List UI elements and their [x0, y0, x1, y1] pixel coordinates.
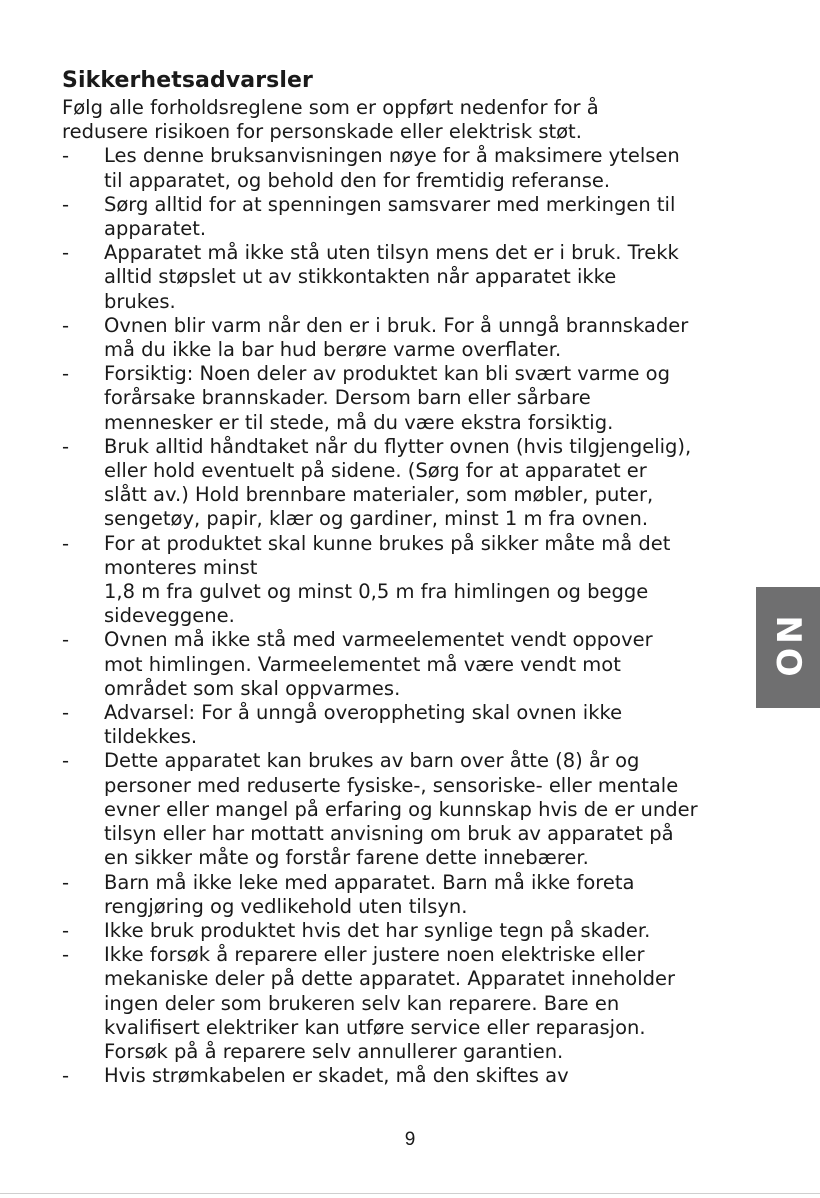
warning-item: [62, 532, 782, 629]
warning-text: [104, 314, 782, 362]
bullet-dash: -: [62, 1064, 70, 1088]
section-heading: Sikkerhetsadvarsler: [62, 68, 313, 93]
language-tab-label: NO: [768, 614, 808, 681]
warning-line: Sørg alltid for at spenningen samsvarer med merkingen til: [104, 192, 676, 216]
warning-line: rengjøring og vedlikehold uten tilsyn.: [104, 894, 468, 918]
bullet-dash: -: [62, 144, 70, 168]
warning-text: [104, 749, 782, 870]
warning-line: må du ikke la bar hud berøre varme overflater.: [104, 338, 562, 362]
page-number: 9: [404, 1129, 416, 1150]
warning-text: [104, 871, 782, 919]
warning-line: personer med reduserte fysiske-, sensoriske- eller mentale: [104, 773, 679, 797]
warning-line: området som skal oppvarmes.: [104, 676, 401, 700]
warning-line: monteres minst: [104, 555, 258, 579]
warning-item: [62, 701, 782, 749]
warning-line: Ovnen må ikke stå med varmeelementet vendt oppover: [104, 628, 653, 652]
warning-line: sengetøy, papir, klær og gardiner, minst 1 m fra ovnen.: [104, 507, 649, 531]
bullet-dash: -: [62, 241, 70, 265]
warning-line: mekaniske deler på dette apparatet. Apparatet inneholder: [104, 967, 676, 991]
warning-line: mennesker er til stede, må du være ekstra forsiktig.: [104, 410, 614, 434]
bullet-dash: -: [62, 918, 70, 942]
warning-text: [104, 193, 782, 241]
intro-line: Følg alle forholdsreglene som er oppført nedenfor for å: [62, 96, 599, 119]
warning-line: sideveggene.: [104, 604, 235, 628]
warning-list: [62, 144, 782, 1088]
warning-item: [62, 1064, 782, 1088]
warning-item: [62, 919, 782, 943]
warning-item: [62, 144, 782, 192]
intro-paragraph: [62, 96, 782, 144]
warning-item: [62, 943, 782, 1064]
warning-line: slått av.) Hold brennbare materialer, som møbler, puter,: [104, 483, 654, 507]
warning-text: [104, 919, 782, 943]
warning-item: [62, 241, 782, 314]
warning-line: tilsyn eller har mottatt anvisning om bruk av apparatet på: [104, 822, 674, 846]
warning-line: evner eller mangel på erfaring og kunnskap hvis de er under: [104, 797, 698, 821]
warning-text: [104, 532, 782, 629]
warning-line: tildekkes.: [104, 725, 198, 749]
warning-line: Ovnen blir varm når den er i bruk. For å unngå brannskader: [104, 313, 689, 337]
warning-line: Les denne bruksanvisningen nøye for å maksimere ytelsen: [104, 144, 680, 168]
warning-line: brukes.: [104, 289, 176, 313]
intro-line: redusere risikoen for personskade eller elektrisk støt.: [62, 120, 582, 144]
warning-line: Barn må ikke leke med apparatet. Barn må ikke foreta: [104, 870, 635, 894]
warning-line: apparatet.: [104, 217, 207, 241]
warning-line: Apparatet må ikke stå uten tilsyn mens det er i bruk. Trekk: [104, 241, 679, 265]
warning-item: [62, 314, 782, 362]
warning-line: Ikke bruk produktet hvis det har synlige tegn på skader.: [104, 918, 651, 942]
warning-line: Advarsel: For å unngå overoppheting skal ovnen ikke: [104, 701, 623, 725]
warning-text: [104, 701, 782, 749]
bullet-dash: -: [62, 192, 70, 216]
warning-text: [104, 241, 782, 314]
page-content: [62, 66, 782, 1088]
warning-line: Ikke forsøk å reparere eller justere noen elektriske eller: [104, 943, 645, 967]
warning-line: forårsake brannskader. Dersom barn eller sårbare: [104, 386, 591, 410]
bullet-dash: -: [62, 701, 70, 725]
bullet-dash: -: [62, 362, 70, 386]
bottom-divider: [0, 1193, 820, 1194]
warning-item: [62, 749, 782, 870]
warning-text: [104, 628, 782, 701]
bullet-dash: -: [62, 870, 70, 894]
warning-item: [62, 362, 782, 435]
warning-line: alltid støpslet ut av stikkontakten når apparatet ikke: [104, 265, 617, 289]
warning-line: en sikker måte og forstår farene dette innebærer.: [104, 846, 589, 870]
warning-line: For at produktet skal kunne brukes på sikker måte må det: [104, 531, 671, 555]
warning-line: 1,8 m fra gulvet og minst 0,5 m fra himlingen og begge: [104, 580, 649, 604]
warning-text: [104, 144, 782, 192]
warning-text: [104, 943, 782, 1064]
warning-line: eller hold eventuelt på sidene. (Sørg for at apparatet er: [104, 459, 647, 483]
warning-line: Forsiktig: Noen deler av produktet kan bli svært varme og: [104, 362, 670, 386]
warning-line: ingen deler som brukeren selv kan reparere. Bare en: [104, 991, 620, 1015]
warning-item: [62, 193, 782, 241]
warning-item: [62, 628, 782, 701]
bullet-dash: -: [62, 943, 70, 967]
bullet-dash: -: [62, 313, 70, 337]
bullet-dash: -: [62, 531, 70, 555]
warning-line: Forsøk på å reparere selv annullerer garantien.: [104, 1039, 564, 1063]
warning-line: Bruk alltid håndtaket når du flytter ovnen (hvis tilgjengelig),: [104, 434, 692, 458]
bullet-dash: -: [62, 749, 70, 773]
warning-line: mot himlingen. Varmeelementet må være vendt mot: [104, 652, 621, 676]
bullet-dash: -: [62, 434, 70, 458]
warning-line: til apparatet, og behold den for fremtidig referanse.: [104, 168, 611, 192]
warning-line: Hvis strømkabelen er skadet, må den skiftes av: [104, 1064, 569, 1088]
warning-text: [104, 1064, 782, 1088]
language-tab: [756, 587, 820, 708]
warning-item: [62, 871, 782, 919]
warning-item: [62, 435, 782, 532]
bullet-dash: -: [62, 628, 70, 652]
warning-line: Dette apparatet kan brukes av barn over åtte (8) år og: [104, 749, 640, 773]
warning-text: [104, 435, 782, 532]
warning-text: [104, 362, 782, 435]
warning-line: kvalifisert elektriker kan utføre service eller reparasjon.: [104, 1015, 646, 1039]
